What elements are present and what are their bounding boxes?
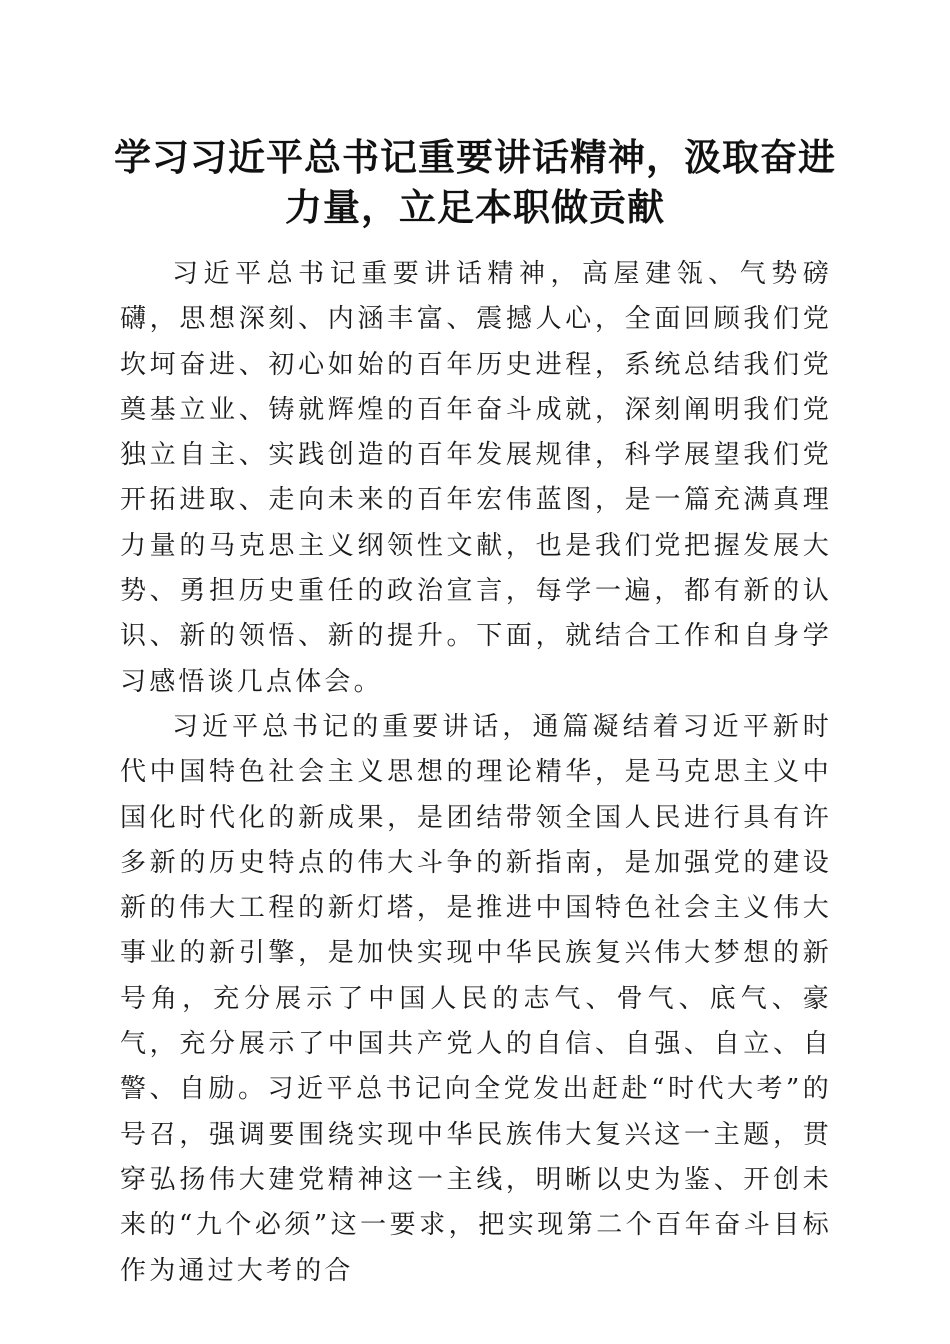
document-body (120, 252, 832, 1294)
paragraph-2: 习近平总书记的重要讲话，通篇凝结着习近平新时代中国特色社会主义思想的理论精华，是马克思主义中国化时代化的新成果，是团结带领全国人民进行具有许多新的历史特点的伟大斗争的新指南，是加强党的建设新的伟大工程的新灯塔，是推进中国特色社会主义伟大事业的新引擎，是加快实现中华民族复兴伟大梦想的新号角，充分展示了中国人民的志气、骨气、底气、豪气，充分展示了中国共产党人的自信、自强、自立、自警、自励。习近平总书记向全党发出赶赴“时代大考”的号召，强调要围绕实现中华民族伟大复兴这一主题，贯穿弘扬伟大建党精神这一主线，明晰以史为鉴、开创未来的“九个必须”这一要求，把实现第二个百年奋斗目标作为通过大考的合 (120, 711, 832, 1286)
document-title: 学习习近平总书记重要讲话精神，汲取奋进力量，立足本职做贡献 (114, 135, 836, 229)
paragraph-1: 习近平总书记重要讲话精神，高屋建瓴、气势磅礴，思想深刻、内涵丰富、震撼人心，全面回顾我们党坎坷奋进、初心如始的百年历史进程，系统总结我们党奠基立业、铸就辉煌的百年奋斗成就，深刻阐明我们党独立自主、实践创造的百年发展规律，科学展望我们党开拓进取、走向未来的百年宏伟蓝图，是一篇充满真理力量的马克思主义纲领性文献，也是我们党把握发展大势、勇担历史重任的政治宣言，每学一遍，都有新的认识、新的领悟、新的提升。下面，就结合工作和自身学习感悟谈几点体会。 (120, 259, 832, 697)
